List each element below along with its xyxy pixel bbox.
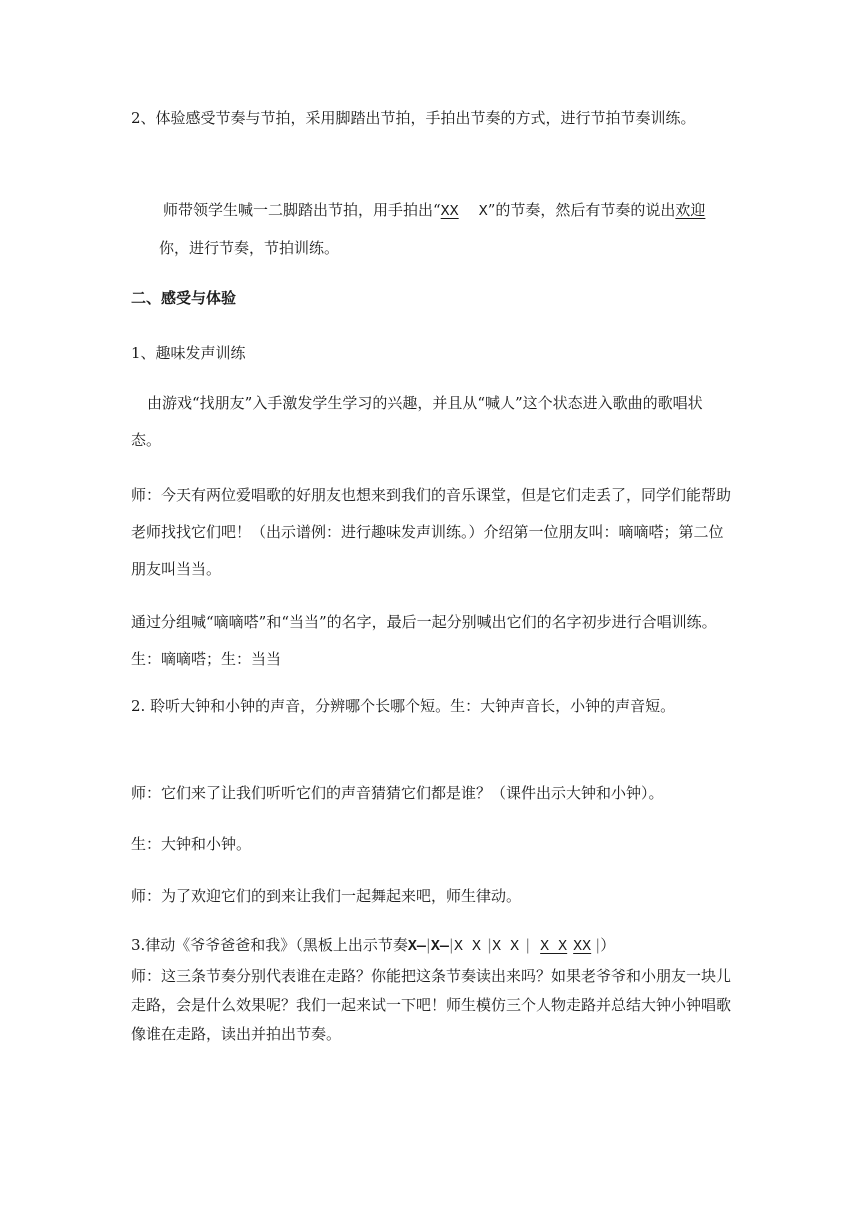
barline: | xyxy=(595,936,601,954)
barline: | xyxy=(525,936,531,954)
welcome-word: 欢迎 xyxy=(675,201,706,219)
rhythm-measure-5a: X X xyxy=(540,938,568,955)
barline: | xyxy=(425,936,431,954)
text-segment: 3.律动《爷爷爸爸和我》（黑板上出示节奏 xyxy=(131,936,408,954)
rhythm-measure-2: X— xyxy=(430,938,449,955)
text-segment: 师带领学生喊一二脚踏出节拍，用手拍出“ xyxy=(163,201,441,219)
paragraph-listen-bells: 2. 聆听大钟和小钟的声音，分辨哪个长哪个短。生：大钟声音长，小钟的声音短。 xyxy=(131,697,676,715)
paragraph-dance: 师：为了欢迎它们的到来让我们一起舞起来吧，师生律动。 xyxy=(131,887,522,905)
text-segment: ） xyxy=(600,936,616,954)
paragraph-rhythm-beat: 2、体验感受节奏与节拍，采用脚踏出节拍，手拍出节奏的方式，进行节拍节奏训练。 xyxy=(131,109,696,127)
paragraph-teacher-leads xyxy=(131,192,731,267)
barline: | xyxy=(448,936,454,954)
rhythm-measure-3: X X xyxy=(453,938,481,955)
text-segment: 由游戏“找朋友”入手激发学生学习的兴趣，并且从“喊人”这个状态进入歌曲的歌唱状态。 xyxy=(131,394,703,449)
paragraph-student-answer: 生：大钟和小钟。 xyxy=(131,835,252,853)
rhythm-measure-4: X X xyxy=(492,938,520,955)
subheading-vocal-training: 1、趣味发声训练 xyxy=(131,344,246,362)
rhythm-measure-1: X— xyxy=(407,938,426,955)
text-segment: ”的节奏，然后有节奏的说出 xyxy=(487,201,676,219)
rhythm-x: X xyxy=(478,203,488,220)
paragraph-teacher-question: 师：它们来了让我们听听它们的声音猜猜它们都是谁？（课件出示大钟和小钟）。 xyxy=(131,784,664,802)
text-segment: 你，进行节奏，节拍训练。 xyxy=(159,239,340,257)
paragraph-rhythm-notation xyxy=(131,931,731,961)
section-heading: 二、感受与体验 xyxy=(131,289,237,307)
paragraph-game-intro xyxy=(131,385,731,459)
paragraph-teacher-dialogue: 师：今天有两位爱唱歌的好朋友也想来到我们的音乐课堂，但是它们走丢了，同学们能帮助老师找找它们吧！（出示谱例：进行趣味发声训练。）介绍第一位朋友叫：嘀嘀嗒；第二位朋友叫当当。 xyxy=(131,486,732,578)
paragraph-group-calling: 通过分组喊“嘀嘀嗒”和“当当”的名字，最后一起分别喊出它们的名字初步进行合唱训练。生：嘀嘀嗒；生：当当 xyxy=(131,613,717,668)
paragraph-rhythm-discussion: 师：这三条节奏分别代表谁在走路？你能把这条节奏读出来吗？如果老爷爷和小朋友一块儿走路，会是什么效果呢？我们一起来试一下吧！师生模仿三个人物走路并总结大钟小钟唱歌像谁在走路，读出并拍出节奏。 xyxy=(131,967,732,1043)
barline: | xyxy=(487,936,493,954)
rhythm-xx: XX xyxy=(440,203,459,220)
rhythm-measure-5b: XX xyxy=(573,938,592,955)
